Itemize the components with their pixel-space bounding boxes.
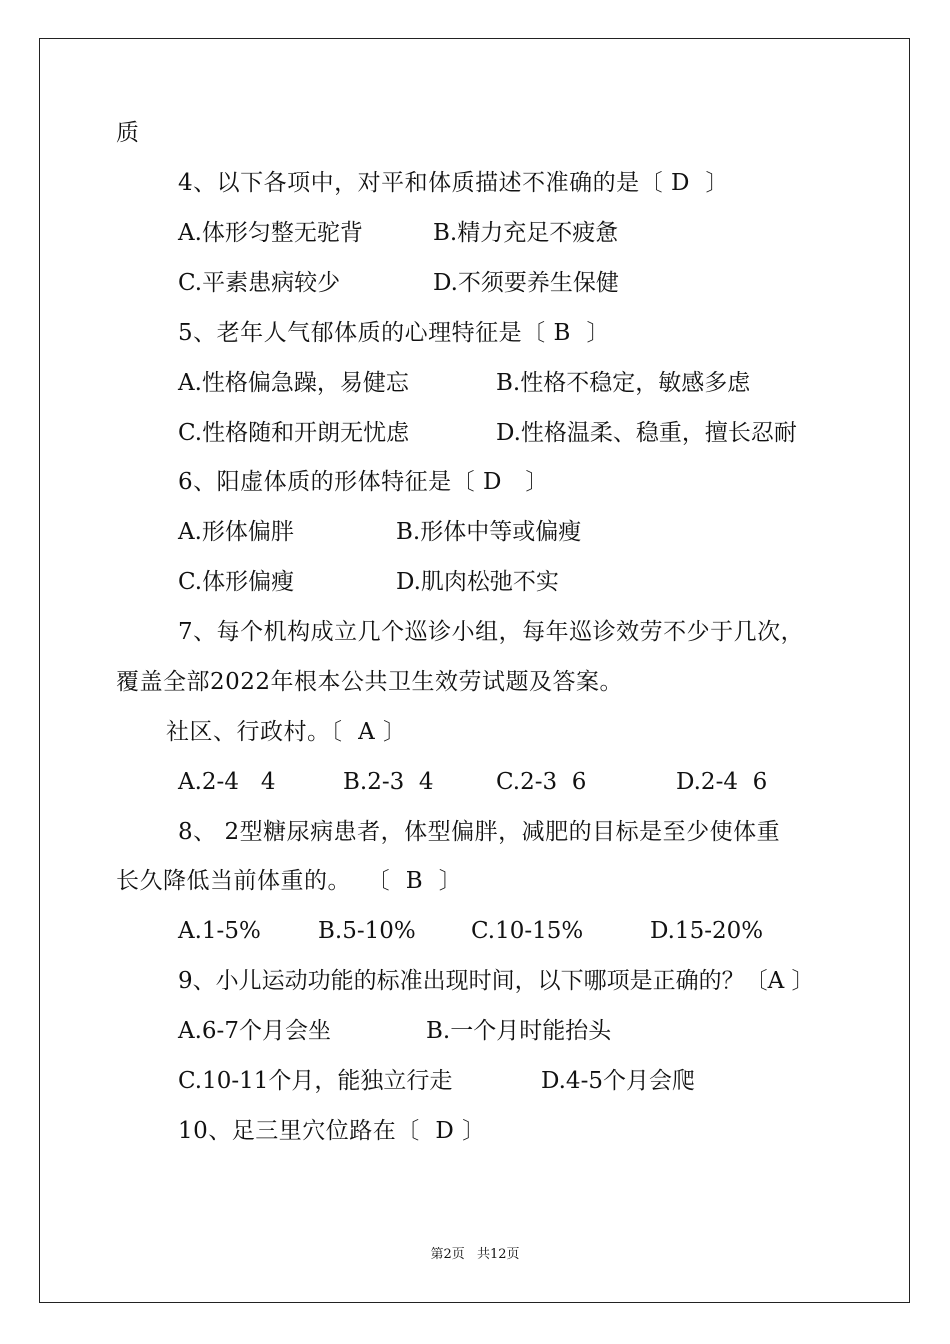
option-6b: B.形体中等或偏瘦 — [396, 519, 582, 545]
option-8a: A.1-5% — [178, 918, 261, 944]
option-9c: C.10-11个月，能独立行走 — [178, 1068, 453, 1094]
question-8: 8、 2型糖尿病患者，体型偏胖，减肥的目标是至少使体重 — [178, 819, 781, 845]
option-9a: A.6-7个月会坐 — [178, 1018, 331, 1044]
option-5b: B.性格不稳定，敏感多虑 — [496, 370, 751, 396]
text-line: 质 — [116, 120, 140, 146]
option-4b: B.精力充足不疲惫 — [433, 220, 619, 246]
option-4d: D.不须要养生保健 — [433, 270, 619, 296]
option-7d: D.2-4 6 — [676, 769, 768, 795]
question-9: 9、小儿运动功能的标准出现时间，以下哪项是正确的？〔A 〕 — [178, 968, 815, 994]
option-5d: D.性格温柔、稳重，擅长忍耐 — [496, 420, 797, 446]
question-7-cont: 覆盖全部2022年根本公共卫生效劳试题及答案。 — [116, 669, 624, 695]
option-5c: C.性格随和开朗无忧虑 — [178, 420, 410, 446]
option-9d: D.4-5个月会爬 — [541, 1068, 695, 1094]
question-10: 10、足三里穴位路在〔 D 〕 — [178, 1118, 486, 1144]
option-6d: D.肌肉松弛不实 — [396, 569, 559, 595]
option-4a: A.体形匀整无驼背 — [178, 220, 363, 246]
page-total: 共12页 — [476, 1247, 520, 1262]
option-7b: B.2-3 4 — [343, 769, 434, 795]
page-footer — [0, 1247, 950, 1263]
option-8b: B.5-10% — [318, 918, 416, 944]
page-number: 第2页 — [430, 1247, 465, 1262]
option-7a: A.2-4 4 — [178, 769, 276, 795]
option-6c: C.体形偏瘦 — [178, 569, 295, 595]
question-8-cont: 长久降低当前体重的。 〔 B 〕 — [116, 868, 463, 894]
question-5: 5、老年人气郁体质的心理特征是〔 B 〕 — [178, 320, 610, 346]
question-7: 7、每个机构成立几个巡诊小组，每年巡诊效劳不少于几次， — [178, 619, 805, 645]
option-6a: A.形体偏胖 — [178, 519, 294, 545]
option-5a: A.性格偏急躁，易健忘 — [178, 370, 409, 396]
option-9b: B.一个月时能抬头 — [426, 1018, 612, 1044]
option-8d: D.15-20% — [650, 918, 764, 944]
option-8c: C.10-15% — [471, 918, 584, 944]
question-4: 4、以下各项中，对平和体质描述不准确的是〔 D 〕 — [178, 170, 730, 196]
question-7-cont2: 社区、行政村。〔 A 〕 — [166, 719, 407, 745]
option-7c: C.2-3 6 — [496, 769, 587, 795]
question-6: 6、阳虚体质的形体特征是〔 D 〕 — [178, 469, 549, 495]
option-4c: C.平素患病较少 — [178, 270, 341, 296]
